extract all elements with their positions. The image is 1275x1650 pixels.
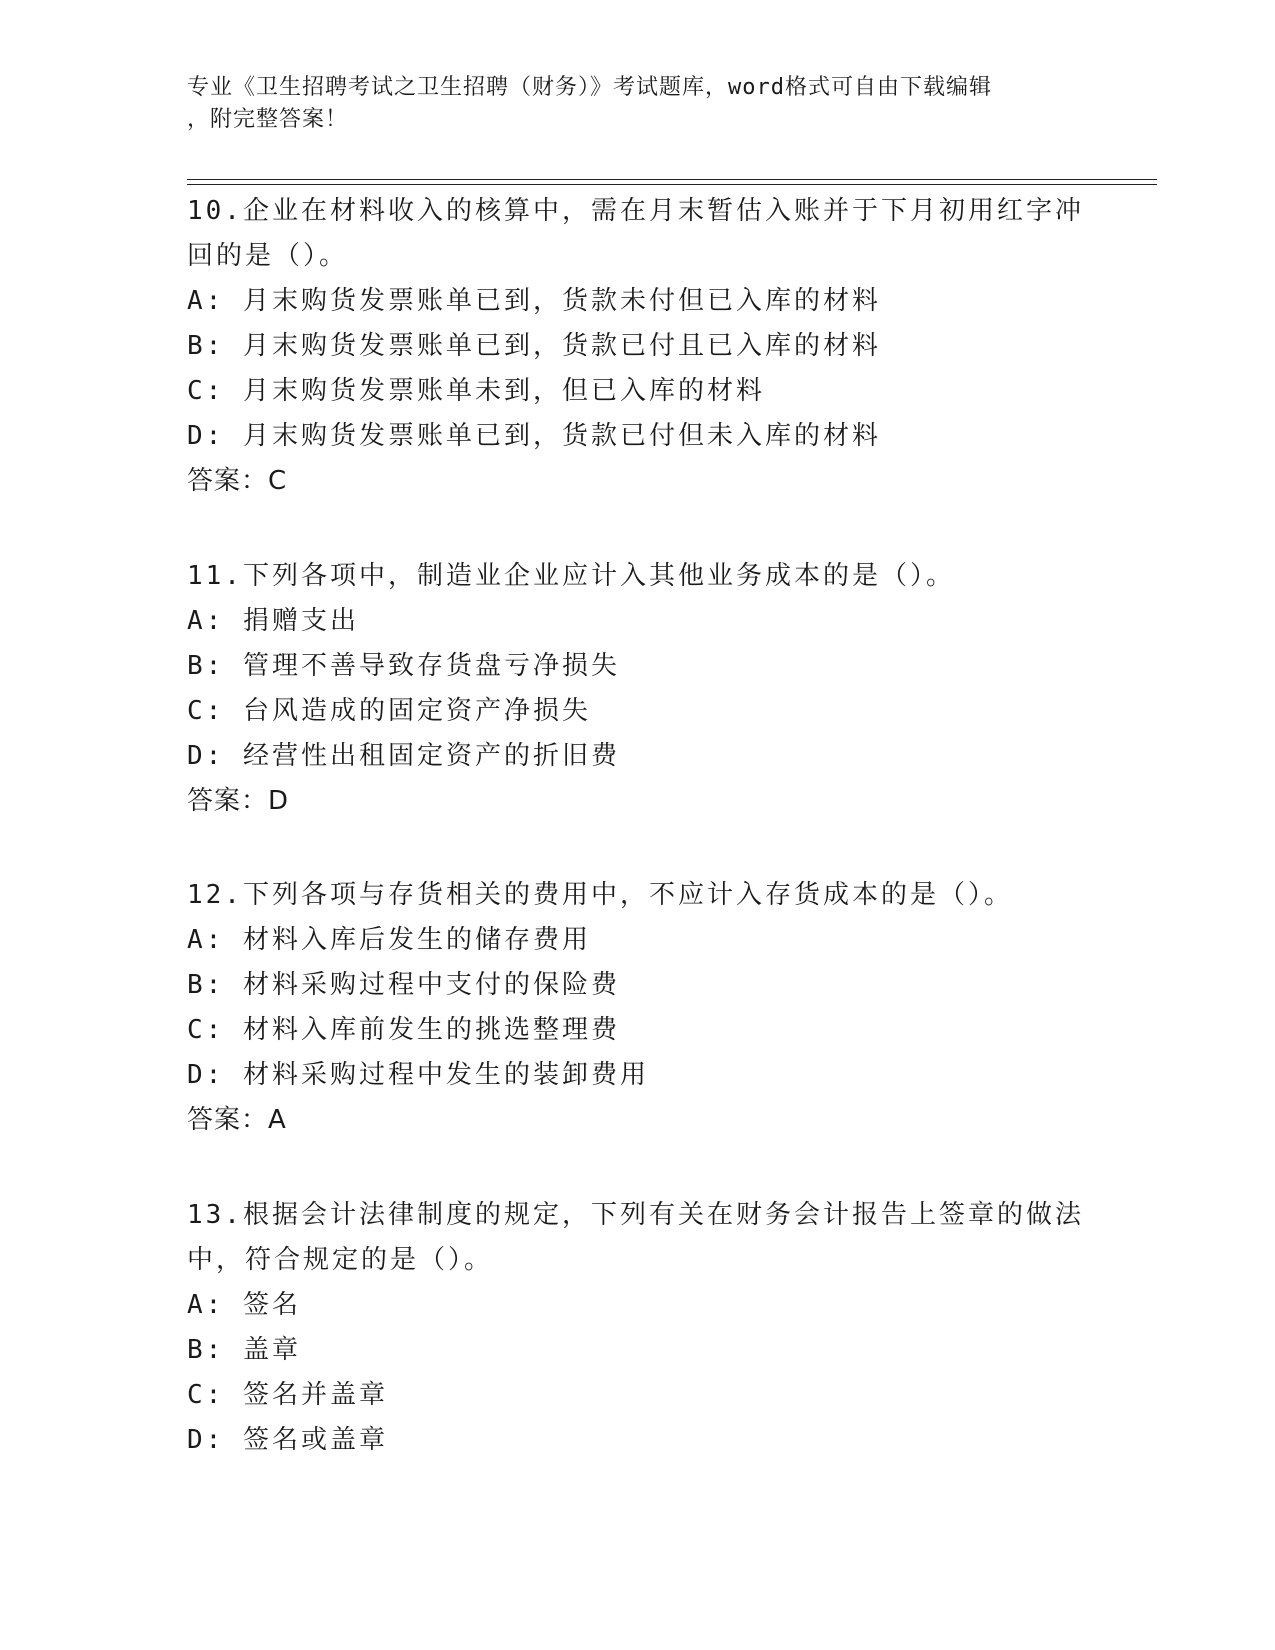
answer: 答案：A: [187, 1105, 287, 1135]
option-a: A: 签名: [187, 1290, 301, 1320]
question-13: [187, 1193, 1087, 1463]
option-d: D: 签名或盖章: [187, 1425, 388, 1455]
option-b: B: 材料采购过程中支付的保险费: [187, 970, 620, 1000]
question-stem-line: 10.企业在材料收入的核算中，需在月末暂估入账并于下月初用红字冲: [187, 196, 1084, 226]
header-note-line-2: ，附完整答案！: [187, 107, 349, 132]
option-c: C: 台风造成的固定资产净损失: [187, 696, 591, 726]
option-b: B: 盖章: [187, 1335, 301, 1365]
question-10: [187, 189, 1087, 504]
option-c: C: 月末购货发票账单未到，但已入库的材料: [187, 376, 765, 406]
header-divider-bottom: [187, 184, 1157, 185]
question-12: [187, 873, 1087, 1143]
option-a: A: 捐赠支出: [187, 606, 359, 636]
option-d: D: 材料采购过程中发生的装卸费用: [187, 1060, 649, 1090]
question-stem-line: 11.下列各项中，制造业企业应计入其他业务成本的是（）。: [187, 561, 955, 591]
answer: 答案：D: [187, 786, 290, 816]
question-stem-line: 12.下列各项与存货相关的费用中，不应计入存货成本的是（）。: [187, 880, 1013, 910]
question-11: [187, 554, 1087, 824]
question-stem-line: 13.根据会计法律制度的规定，下列有关在财务会计报告上签章的做法: [187, 1200, 1084, 1230]
option-a: A: 月末购货发票账单已到，货款未付但已入库的材料: [187, 286, 881, 316]
question-stem-line: 回的是（）。: [187, 241, 349, 271]
question-stem-line: 中，符合规定的是（）。: [187, 1245, 494, 1275]
option-b: B: 月末购货发票账单已到，货款已付且已入库的材料: [187, 331, 881, 361]
option-d: D: 月末购货发票账单已到，货款已付但未入库的材料: [187, 421, 881, 451]
answer: 答案：C: [187, 466, 288, 496]
header-divider-top: [187, 179, 1157, 180]
option-c: C: 材料入库前发生的挑选整理费: [187, 1015, 620, 1045]
option-c: C: 签名并盖章: [187, 1380, 388, 1410]
option-d: D: 经营性出租固定资产的折旧费: [187, 741, 620, 771]
header-note-line-1: 专业《卫生招聘考试之卫生招聘（财务）》考试题库，word格式可自由下载编辑: [187, 75, 992, 100]
header-note: [187, 72, 1087, 136]
option-b: B: 管理不善导致存货盘亏净损失: [187, 651, 620, 681]
option-a: A: 材料入库后发生的储存费用: [187, 925, 591, 955]
